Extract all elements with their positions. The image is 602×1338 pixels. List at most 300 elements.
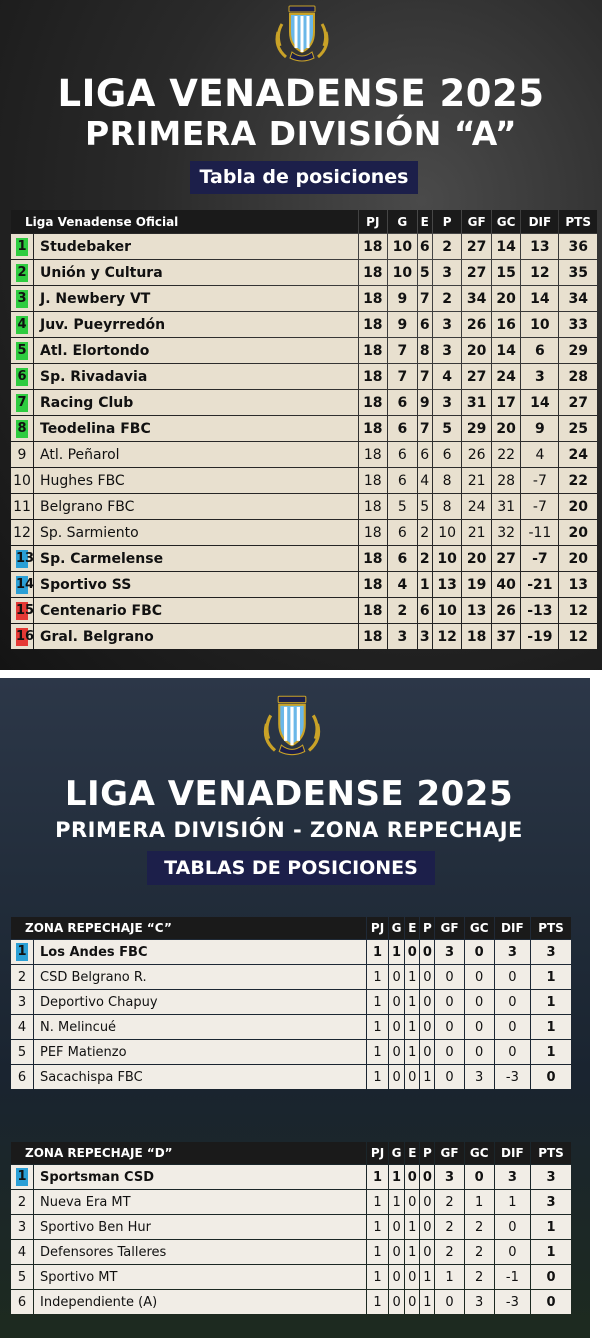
- stat-pts: 28: [559, 364, 597, 389]
- table-row: [11, 1265, 571, 1289]
- zone-d-table: [10, 1141, 572, 1315]
- position-number: 3: [17, 1219, 27, 1235]
- league-title: LIGA VENADENSE 2025: [57, 72, 545, 115]
- position-cell: [11, 1165, 33, 1189]
- stat-dif: -7: [521, 468, 558, 493]
- stat-e: 4: [418, 468, 432, 493]
- standings-subtitle: Tabla de posiciones: [190, 161, 418, 194]
- stat-e: 1: [405, 1015, 419, 1039]
- stat-gc: 27: [492, 546, 521, 571]
- position-number: 4: [17, 1244, 27, 1260]
- position-cell: [11, 940, 33, 964]
- stat-g: 7: [388, 364, 417, 389]
- team-name: Teodelina FBC: [34, 416, 358, 441]
- stat-pts: 12: [559, 624, 597, 649]
- stat-pj: 18: [359, 312, 388, 337]
- stat-g: 0: [389, 1065, 404, 1089]
- stat-p: 2: [433, 234, 462, 259]
- stat-pts: 36: [559, 234, 597, 259]
- stat-gf: 27: [462, 234, 491, 259]
- position-cell: [11, 468, 33, 493]
- table-row: [11, 1290, 571, 1314]
- stat-dif: -3: [495, 1065, 530, 1089]
- stat-gc: 32: [492, 520, 521, 545]
- table-row: [11, 1165, 571, 1189]
- position-cell: [11, 1265, 33, 1289]
- column-header-pts: PTS: [531, 917, 571, 939]
- team-name: Unión y Cultura: [34, 260, 358, 285]
- team-name: Sportivo SS: [34, 572, 358, 597]
- team-name: Atl. Peñarol: [34, 442, 358, 467]
- stat-gf: 0: [435, 990, 463, 1014]
- position-cell: [11, 312, 33, 337]
- position-cell: [11, 494, 33, 519]
- table-title-header: ZONA REPECHAJE “D”: [11, 1142, 366, 1164]
- team-name: Sportivo Ben Hur: [34, 1215, 366, 1239]
- stat-e: 1: [405, 965, 419, 989]
- table-row: [11, 965, 571, 989]
- stat-p: 0: [420, 940, 434, 964]
- stat-gf: 1: [435, 1265, 463, 1289]
- table-row: [11, 546, 597, 571]
- stat-gf: 18: [462, 624, 491, 649]
- stat-e: 0: [405, 1065, 419, 1089]
- standings-subtitle: TABLAS DE POSICIONES: [147, 851, 435, 885]
- stat-p: 0: [420, 1190, 434, 1214]
- position-cell: [11, 546, 33, 571]
- stat-pts: 1: [531, 1240, 571, 1264]
- stat-e: 2: [418, 546, 432, 571]
- stat-p: 8: [433, 468, 462, 493]
- stat-e: 0: [405, 1290, 419, 1314]
- stat-gc: 26: [492, 598, 521, 623]
- stat-pts: 27: [559, 390, 597, 415]
- stat-g: 10: [388, 260, 417, 285]
- table-row: [11, 1015, 571, 1039]
- stat-pts: 22: [559, 468, 597, 493]
- table-header-row: [11, 1142, 571, 1164]
- stat-dif: 6: [521, 338, 558, 363]
- league-crest-icon: [272, 2, 332, 66]
- stat-pj: 18: [359, 234, 388, 259]
- stat-dif: 0: [495, 965, 530, 989]
- stat-p: 0: [420, 1165, 434, 1189]
- position-number: 4: [17, 1019, 27, 1035]
- stat-gc: 2: [465, 1215, 494, 1239]
- position-cell: [11, 1015, 33, 1039]
- stat-dif: 0: [495, 1240, 530, 1264]
- stat-pts: 1: [531, 1215, 571, 1239]
- stat-dif: -3: [495, 1290, 530, 1314]
- stat-dif: 3: [521, 364, 558, 389]
- position-cell: [11, 364, 33, 389]
- stat-pj: 1: [367, 1065, 388, 1089]
- stat-p: 3: [433, 312, 462, 337]
- stat-gf: 0: [435, 1290, 463, 1314]
- stat-e: 6: [418, 598, 432, 623]
- stat-p: 3: [433, 390, 462, 415]
- stat-pts: 0: [531, 1065, 571, 1089]
- position-number: 15: [16, 602, 35, 618]
- table-body: [11, 940, 571, 1089]
- stat-gf: 0: [435, 1065, 463, 1089]
- stat-gc: 14: [492, 234, 521, 259]
- standings-table: [10, 209, 598, 650]
- team-name: Sportsman CSD: [34, 1165, 366, 1189]
- stat-gc: 0: [465, 990, 494, 1014]
- stat-e: 1: [405, 1215, 419, 1239]
- position-cell: [11, 965, 33, 989]
- stat-e: 2: [418, 520, 432, 545]
- stat-pts: 1: [531, 1040, 571, 1064]
- stat-gf: 34: [462, 286, 491, 311]
- column-header-e: E: [405, 1142, 419, 1164]
- stat-dif: -11: [521, 520, 558, 545]
- team-name: Gral. Belgrano: [34, 624, 358, 649]
- stat-dif: 1: [495, 1190, 530, 1214]
- stat-pj: 1: [367, 1015, 388, 1039]
- stat-pj: 18: [359, 546, 388, 571]
- stat-pj: 1: [367, 1290, 388, 1314]
- position-cell: [11, 338, 33, 363]
- stat-pj: 1: [367, 1040, 388, 1064]
- stat-e: 5: [418, 260, 432, 285]
- position-number: 2: [17, 264, 27, 280]
- position-cell: [11, 572, 33, 597]
- stat-pts: 0: [531, 1290, 571, 1314]
- column-header-pj: PJ: [367, 917, 388, 939]
- stat-g: 3: [388, 624, 417, 649]
- stat-g: 0: [389, 1015, 404, 1039]
- stat-dif: -1: [495, 1265, 530, 1289]
- stat-gf: 19: [462, 572, 491, 597]
- stat-pj: 18: [359, 260, 388, 285]
- table-row: [11, 1215, 571, 1239]
- stat-gc: 40: [492, 572, 521, 597]
- stat-pts: 20: [559, 520, 597, 545]
- stat-e: 7: [418, 286, 432, 311]
- position-cell: [11, 1040, 33, 1064]
- team-name: Atl. Elortondo: [34, 338, 358, 363]
- stat-g: 6: [388, 468, 417, 493]
- table-row: [11, 416, 597, 441]
- column-header-gf: GF: [462, 210, 491, 233]
- position-number: 1: [17, 944, 27, 959]
- position-number: 1: [17, 1169, 27, 1184]
- position-cell: [11, 1190, 33, 1214]
- column-header-p: P: [420, 917, 434, 939]
- table-title-header: ZONA REPECHAJE “C”: [11, 917, 366, 939]
- stat-pts: 1: [531, 990, 571, 1014]
- table-row: [11, 624, 597, 649]
- stat-g: 10: [388, 234, 417, 259]
- stat-gc: 24: [492, 364, 521, 389]
- stat-p: 10: [433, 598, 462, 623]
- table-body: [11, 234, 597, 649]
- stat-dif: 10: [521, 312, 558, 337]
- team-name: Hughes FBC: [34, 468, 358, 493]
- column-header-gc: GC: [465, 917, 494, 939]
- stat-pj: 1: [367, 990, 388, 1014]
- stat-g: 9: [388, 312, 417, 337]
- position-number: 5: [17, 1044, 27, 1060]
- stat-gc: 31: [492, 494, 521, 519]
- stat-pts: 1: [531, 1015, 571, 1039]
- column-header-dif: DIF: [495, 1142, 530, 1164]
- position-number: 6: [17, 1294, 27, 1310]
- stat-pts: 12: [559, 598, 597, 623]
- stat-pj: 18: [359, 624, 388, 649]
- table-row: [11, 1190, 571, 1214]
- stat-e: 3: [418, 624, 432, 649]
- team-name: Sp. Rivadavia: [34, 364, 358, 389]
- stat-gf: 2: [435, 1215, 463, 1239]
- team-name: Sp. Sarmiento: [34, 520, 358, 545]
- stat-p: 0: [420, 1240, 434, 1264]
- stat-gc: 0: [465, 940, 494, 964]
- stat-gc: 0: [465, 1165, 494, 1189]
- position-number: 8: [17, 420, 27, 436]
- stat-gc: 22: [492, 442, 521, 467]
- position-number: 4: [17, 316, 27, 332]
- stat-p: 0: [420, 965, 434, 989]
- stat-pts: 3: [531, 1165, 571, 1189]
- column-header-g: G: [389, 917, 404, 939]
- panel-divider: [0, 670, 602, 678]
- stat-gf: 24: [462, 494, 491, 519]
- stat-gf: 21: [462, 468, 491, 493]
- stat-e: 8: [418, 338, 432, 363]
- stat-p: 5: [433, 416, 462, 441]
- stat-dif: 14: [521, 286, 558, 311]
- stat-pj: 1: [367, 1190, 388, 1214]
- stat-p: 10: [433, 520, 462, 545]
- table-row: [11, 1240, 571, 1264]
- stat-pj: 1: [367, 965, 388, 989]
- stat-dif: -7: [521, 546, 558, 571]
- stat-gc: 2: [465, 1240, 494, 1264]
- column-header-pj: PJ: [359, 210, 388, 233]
- position-number: 6: [17, 368, 27, 384]
- stat-gf: 3: [435, 1165, 463, 1189]
- stat-e: 6: [418, 442, 432, 467]
- stat-pj: 18: [359, 572, 388, 597]
- column-header-gf: GF: [435, 917, 463, 939]
- stat-gf: 26: [462, 312, 491, 337]
- column-header-dif: DIF: [521, 210, 558, 233]
- position-number: 11: [13, 498, 31, 515]
- stat-g: 0: [389, 1290, 404, 1314]
- stat-gc: 0: [465, 965, 494, 989]
- stat-e: 1: [405, 1240, 419, 1264]
- stat-gc: 20: [492, 286, 521, 311]
- table-header-row: [11, 917, 571, 939]
- stat-pj: 18: [359, 364, 388, 389]
- position-number: 2: [17, 1194, 27, 1210]
- league-title: LIGA VENADENSE 2025: [64, 774, 514, 814]
- stat-g: 5: [388, 494, 417, 519]
- stat-e: 6: [418, 234, 432, 259]
- stat-pj: 18: [359, 286, 388, 311]
- table-row: [11, 390, 597, 415]
- stat-p: 4: [433, 364, 462, 389]
- column-header-g: G: [388, 210, 417, 233]
- column-header-gf: GF: [435, 1142, 463, 1164]
- stat-g: 0: [389, 990, 404, 1014]
- position-cell: [11, 390, 33, 415]
- position-number: 3: [17, 290, 27, 306]
- stat-dif: 0: [495, 1215, 530, 1239]
- table-row: [11, 572, 597, 597]
- stat-pts: 20: [559, 494, 597, 519]
- stat-gc: 0: [465, 1040, 494, 1064]
- stat-pj: 1: [367, 1215, 388, 1239]
- stat-g: 0: [389, 1215, 404, 1239]
- column-header-g: G: [389, 1142, 404, 1164]
- team-name: Nueva Era MT: [34, 1190, 366, 1214]
- stat-dif: -7: [521, 494, 558, 519]
- team-name: Sacachispa FBC: [34, 1065, 366, 1089]
- stat-e: 0: [405, 1265, 419, 1289]
- stat-g: 0: [389, 965, 404, 989]
- stat-g: 0: [389, 1240, 404, 1264]
- stat-gf: 2: [435, 1190, 463, 1214]
- column-header-pj: PJ: [367, 1142, 388, 1164]
- position-number: 5: [17, 1269, 27, 1285]
- stat-e: 6: [418, 312, 432, 337]
- stat-gc: 16: [492, 312, 521, 337]
- table-title-header: Liga Venadense Oficial: [11, 210, 358, 233]
- stat-g: 6: [388, 416, 417, 441]
- position-cell: [11, 1240, 33, 1264]
- stat-e: 1: [405, 990, 419, 1014]
- stat-g: 1: [389, 1165, 404, 1189]
- stat-gf: 21: [462, 520, 491, 545]
- table-row: [11, 260, 597, 285]
- stat-gc: 1: [465, 1190, 494, 1214]
- position-number: 14: [16, 576, 35, 592]
- stat-pj: 18: [359, 442, 388, 467]
- position-cell: [11, 990, 33, 1014]
- table-row: [11, 1065, 571, 1089]
- position-number: 3: [17, 994, 27, 1010]
- stat-dif: 12: [521, 260, 558, 285]
- stat-dif: 13: [521, 234, 558, 259]
- stat-pts: 35: [559, 260, 597, 285]
- position-number: 5: [17, 342, 27, 358]
- stat-pts: 0: [531, 1265, 571, 1289]
- zone-c-table: [10, 916, 572, 1090]
- column-header-e: E: [418, 210, 432, 233]
- stat-p: 1: [420, 1265, 434, 1289]
- stat-e: 1: [418, 572, 432, 597]
- stat-p: 0: [420, 1215, 434, 1239]
- column-header-pts: PTS: [559, 210, 597, 233]
- column-header-gc: GC: [492, 210, 521, 233]
- stat-pts: 3: [531, 940, 571, 964]
- position-cell: [11, 286, 33, 311]
- position-number: 2: [17, 969, 27, 985]
- stat-p: 2: [433, 286, 462, 311]
- stat-dif: -13: [521, 598, 558, 623]
- stat-g: 1: [389, 1190, 404, 1214]
- stat-pts: 20: [559, 546, 597, 571]
- team-name: N. Melincué: [34, 1015, 366, 1039]
- stat-gc: 20: [492, 416, 521, 441]
- stat-dif: -19: [521, 624, 558, 649]
- team-name: Sp. Carmelense: [34, 546, 358, 571]
- table-row: [11, 442, 597, 467]
- team-name: Deportivo Chapuy: [34, 990, 366, 1014]
- stat-e: 7: [418, 364, 432, 389]
- table-row: [11, 468, 597, 493]
- stat-dif: 3: [495, 1165, 530, 1189]
- column-header-p: P: [433, 210, 462, 233]
- stat-gf: 3: [435, 940, 463, 964]
- stat-e: 0: [405, 940, 419, 964]
- stat-gc: 0: [465, 1015, 494, 1039]
- stat-p: 0: [420, 1015, 434, 1039]
- stat-g: 0: [389, 1265, 404, 1289]
- stat-pts: 25: [559, 416, 597, 441]
- stat-p: 1: [420, 1290, 434, 1314]
- position-number: 12: [13, 524, 31, 541]
- stat-pts: 34: [559, 286, 597, 311]
- league-crest-icon: [260, 692, 324, 760]
- table-row: [11, 234, 597, 259]
- position-number: 6: [17, 1069, 27, 1085]
- team-name: Sportivo MT: [34, 1265, 366, 1289]
- stat-g: 6: [388, 442, 417, 467]
- stat-p: 13: [433, 572, 462, 597]
- position-cell: [11, 598, 33, 623]
- stat-gf: 0: [435, 1040, 463, 1064]
- column-header-e: E: [405, 917, 419, 939]
- stat-gf: 0: [435, 1015, 463, 1039]
- position-cell: [11, 624, 33, 649]
- stat-pj: 18: [359, 338, 388, 363]
- stat-pts: 33: [559, 312, 597, 337]
- stat-pj: 18: [359, 494, 388, 519]
- stat-e: 0: [405, 1165, 419, 1189]
- table-row: [11, 940, 571, 964]
- stat-pts: 13: [559, 572, 597, 597]
- team-name: Los Andes FBC: [34, 940, 366, 964]
- stat-gc: 14: [492, 338, 521, 363]
- stat-p: 6: [433, 442, 462, 467]
- position-number: 13: [16, 550, 35, 566]
- stat-gc: 15: [492, 260, 521, 285]
- table-row: [11, 338, 597, 363]
- table-row: [11, 312, 597, 337]
- stat-g: 2: [388, 598, 417, 623]
- stat-gc: 2: [465, 1265, 494, 1289]
- stat-pj: 1: [367, 940, 388, 964]
- stat-pj: 18: [359, 598, 388, 623]
- position-cell: [11, 260, 33, 285]
- stat-g: 6: [388, 546, 417, 571]
- column-header-pts: PTS: [531, 1142, 571, 1164]
- stat-pj: 18: [359, 390, 388, 415]
- stat-pts: 1: [531, 965, 571, 989]
- stat-g: 4: [388, 572, 417, 597]
- stat-p: 10: [433, 546, 462, 571]
- stat-dif: 9: [521, 416, 558, 441]
- table-row: [11, 1040, 571, 1064]
- stat-dif: 3: [495, 940, 530, 964]
- stat-gc: 17: [492, 390, 521, 415]
- repechaje-panel: [0, 678, 590, 1338]
